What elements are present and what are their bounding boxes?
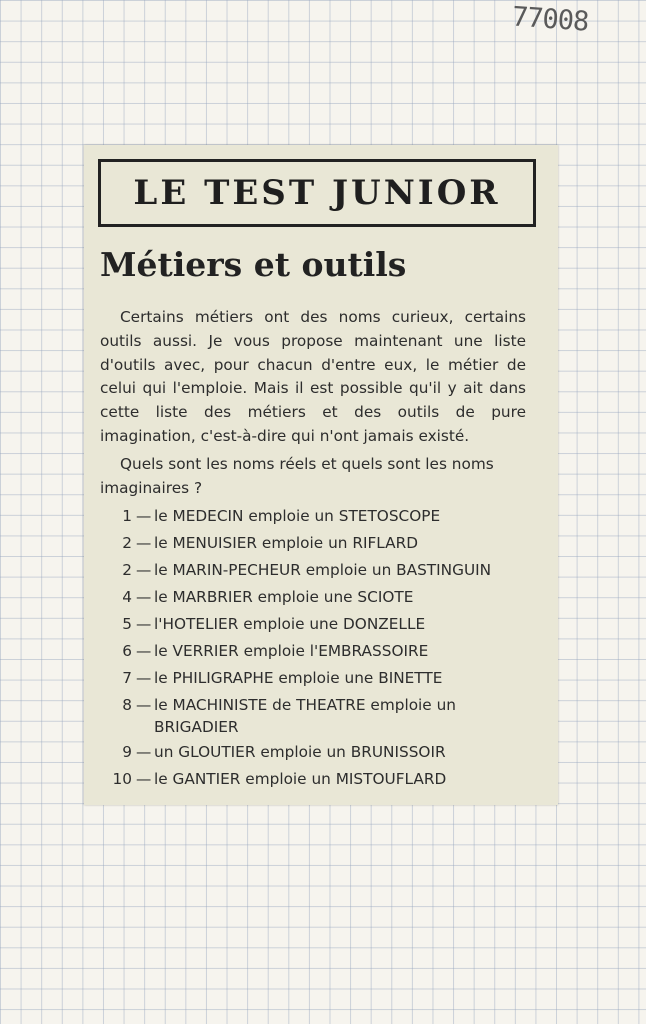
- item-text: le MEDECIN emploie un STETOSCOPE: [154, 507, 441, 525]
- item-dash: —: [136, 696, 152, 714]
- item-dash: —: [136, 588, 152, 606]
- item-number: 7: [122, 669, 132, 687]
- list-item: [100, 613, 530, 635]
- list-item: [100, 667, 530, 689]
- newspaper-clipping: [84, 145, 558, 805]
- item-dash: —: [136, 669, 152, 687]
- item-text: le MENUISIER emploie un RIFLARD: [154, 534, 419, 552]
- item-number: 4: [122, 588, 132, 606]
- list-item: [100, 768, 530, 790]
- item-dash: —: [136, 615, 152, 633]
- item-dash: —: [136, 561, 152, 579]
- item-number: 2: [122, 534, 132, 552]
- item-text: le PHILIGRAPHE emploie une BINETTE: [154, 669, 443, 687]
- item-text: le MARBRIER emploie une SCIOTE: [154, 588, 414, 606]
- item-dash: —: [136, 743, 152, 761]
- title-frame: [99, 160, 535, 226]
- list-item: [100, 694, 530, 736]
- item-number: 9: [122, 743, 132, 761]
- item-number: 1: [122, 507, 132, 525]
- intro-paragraph: Certains métiers ont des noms curieux, certains outils aussi. Je vous propose maintenant une liste d'outils avec, pour chacun d'entre eux, le métier de celui qui l'emploie. Mais il est possible qu'il y ait dans cette liste des métiers et des outils de pure imagination, c'est-à-dire qui n'ont jamais existé.: [100, 308, 526, 445]
- item-text: le GANTIER emploie un MISTOUFLARD: [154, 770, 447, 788]
- item-dash: —: [136, 534, 152, 552]
- item-number: 8: [122, 696, 132, 714]
- handwritten-reference-number: 77008: [511, 1, 590, 38]
- article-heading: Métiers et outils: [100, 245, 407, 284]
- item-dash: —: [136, 642, 152, 660]
- question-paragraph: Quels sont les noms réels et quels sont les noms imaginaires ?: [100, 455, 494, 497]
- list-item: [100, 559, 530, 581]
- clipping-title: LE TEST JUNIOR: [133, 173, 501, 213]
- item-dash: —: [136, 507, 152, 525]
- list-item: [100, 505, 530, 527]
- item-number: 5: [122, 615, 132, 633]
- item-number: 10: [112, 770, 132, 788]
- list-item: [100, 741, 530, 763]
- item-text: le MARIN-PECHEUR emploie un BASTINGUIN: [154, 561, 492, 579]
- item-dash: —: [136, 770, 152, 788]
- item-number: 6: [122, 642, 132, 660]
- list-item: [100, 532, 530, 554]
- list-item: [100, 586, 530, 608]
- item-text: l'HOTELIER emploie une DONZELLE: [154, 615, 426, 633]
- item-number: 2: [122, 561, 132, 579]
- item-text: un GLOUTIER emploie un BRUNISSOIR: [154, 743, 446, 761]
- item-text: le VERRIER emploie l'EMBRASSOIRE: [154, 642, 429, 660]
- item-text: le MACHINISTE de THEATRE emploie un BRIGADIER: [154, 696, 456, 736]
- list-item: [100, 640, 530, 662]
